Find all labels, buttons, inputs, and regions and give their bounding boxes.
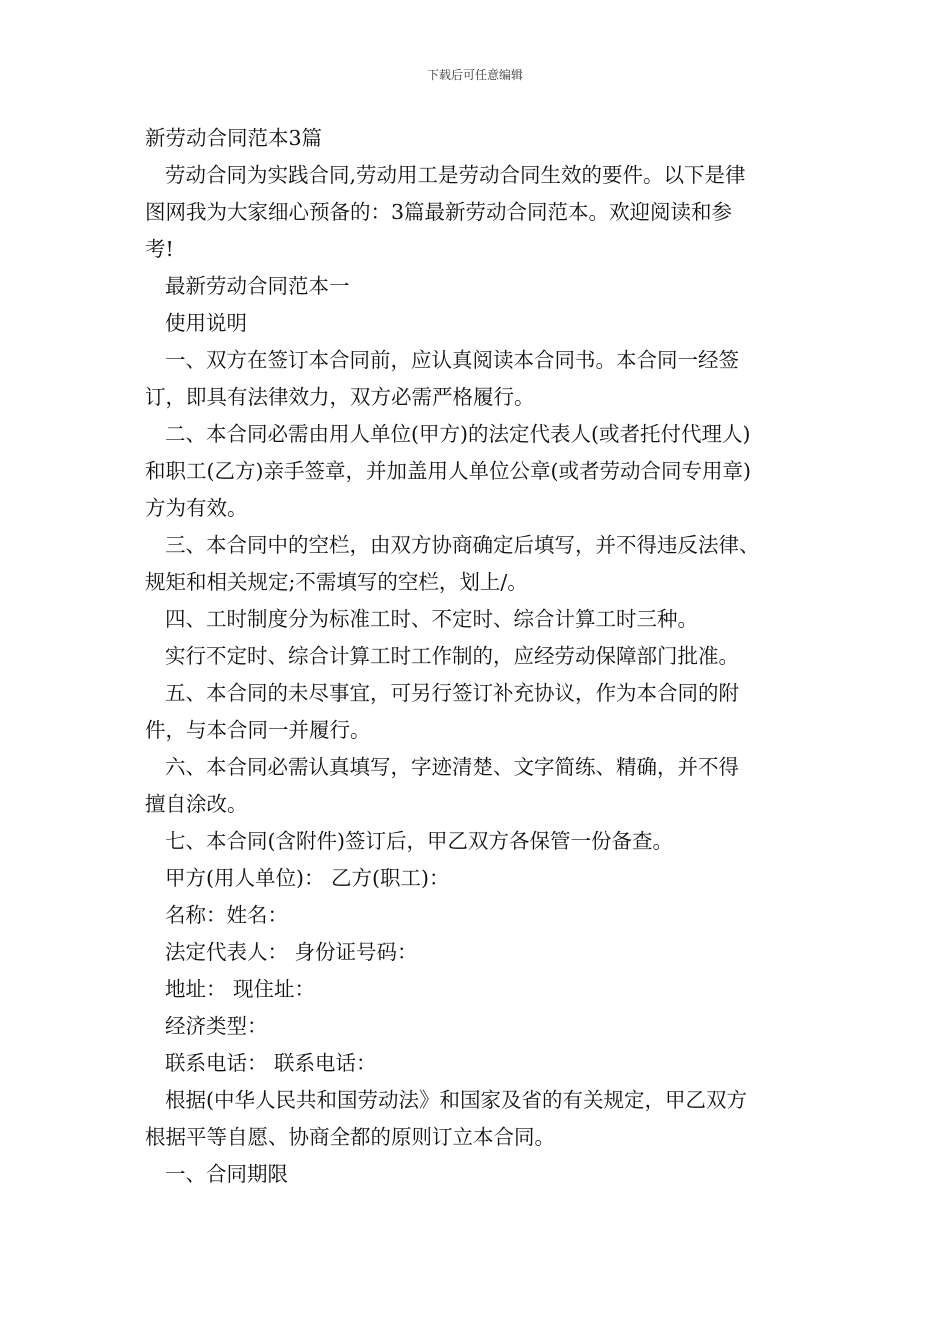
text-line: 最新劳动合同范本一 xyxy=(165,274,350,298)
text-line: 七、本合同(含附件)签订后，甲乙双方各保管一份备查。 xyxy=(165,829,673,853)
text-line: 和职工(乙方)亲手签章，并加盖用人单位公章(或者劳动合同专用章) xyxy=(145,459,751,483)
text-line: 地址： 现住址： xyxy=(165,977,316,1001)
text-line: 件，与本合同一并履行。 xyxy=(145,718,371,742)
paragraph-lines xyxy=(145,157,825,1193)
text-line: 规矩和相关规定;不需填写的空栏，划上/。 xyxy=(145,570,528,594)
text-line: 一、合同期限 xyxy=(165,1162,288,1186)
text-line: 二、本合同必需由用人单位(甲方)的法定代表人(或者托付代理人) xyxy=(165,422,751,446)
document-title: 新劳动合同范本3篇 xyxy=(145,126,323,150)
text-line: 实行不定时、综合计算工时工作制的，应经劳动保障部门批准。 xyxy=(165,644,739,668)
text-line: 法定代表人： 身份证号码： xyxy=(165,940,418,964)
text-line: 根据(中华人民共和国劳动法》和国家及省的有关规定，甲乙双方 xyxy=(165,1088,747,1112)
text-line: 擅自涂改。 xyxy=(145,792,248,816)
text-line: 三、本合同中的空栏，由双方协商确定后填写，并不得违反法律、 xyxy=(165,533,760,557)
page-header-note: 下载后可任意编辑 xyxy=(426,68,523,82)
text-line: 考! xyxy=(145,237,174,261)
text-line: 四、工时制度分为标准工时、不定时、综合计算工时三种。 xyxy=(165,607,698,631)
text-line: 劳动合同为实践合同,劳动用工是劳动合同生效的要件。以下是律 xyxy=(165,163,746,187)
text-line: 联系电话： 联系电话： xyxy=(165,1051,377,1075)
text-line: 方为有效。 xyxy=(145,496,248,520)
text-line: 根据平等自愿、协商全都的原则订立本合同。 xyxy=(145,1125,555,1149)
text-line: 订，即具有法律效力，双方必需严格履行。 xyxy=(145,385,535,409)
text-line: 名称：姓名： xyxy=(165,903,288,927)
text-line: 六、本合同必需认真填写，字迹清楚、文字简练、精确，并不得 xyxy=(165,755,739,779)
text-line: 经济类型： xyxy=(165,1014,268,1038)
document-body xyxy=(145,120,825,1193)
text-line: 图网我为大家细心预备的：3篇最新劳动合同范本。欢迎阅读和参 xyxy=(145,200,733,224)
text-line: 使用说明 xyxy=(165,311,247,335)
text-line: 五、本合同的未尽事宜，可另行签订补充协议，作为本合同的附 xyxy=(165,681,739,705)
text-line: 一、双方在签订本合同前，应认真阅读本合同书。本合同一经签 xyxy=(165,348,739,372)
text-line: 甲方(用人单位)： 乙方(职工)： xyxy=(165,866,450,890)
